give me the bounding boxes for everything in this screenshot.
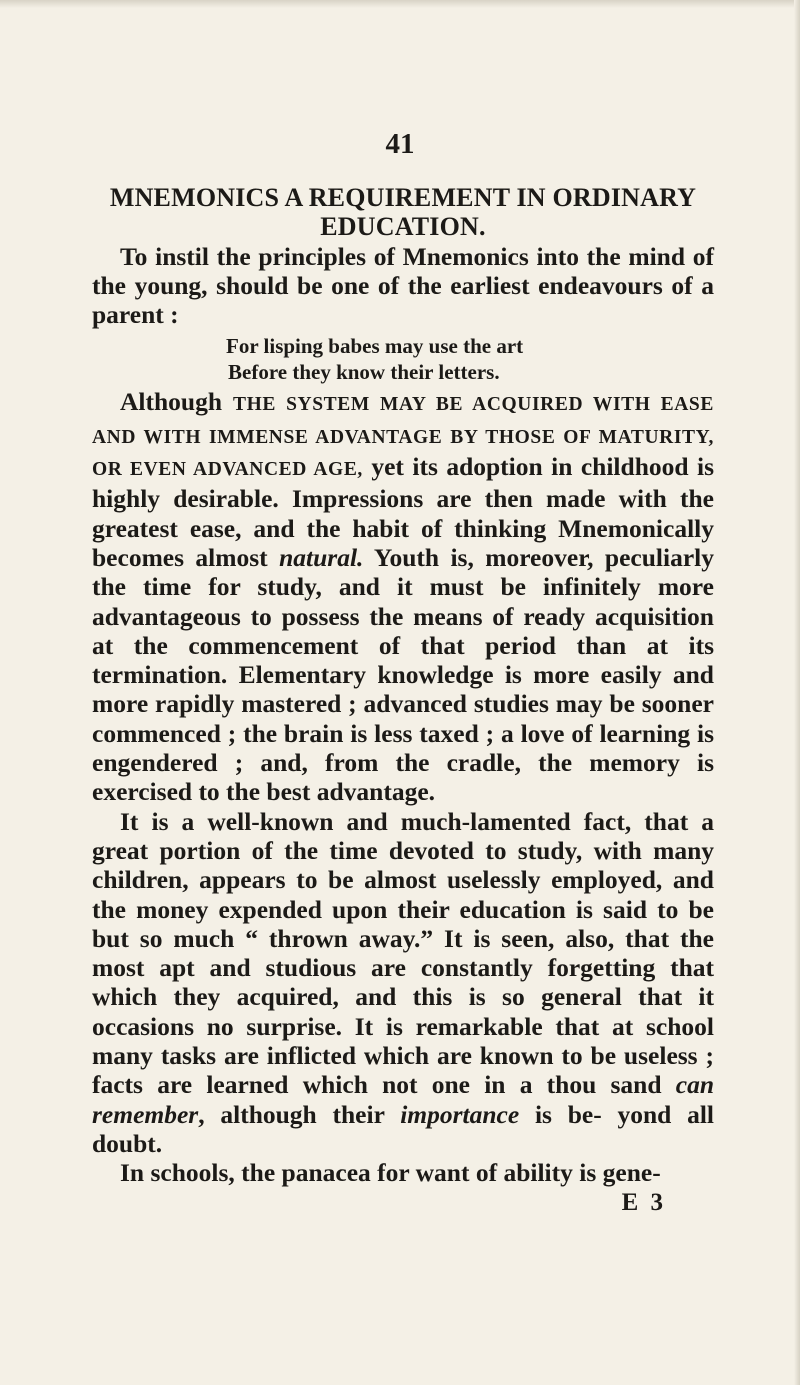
intro-paragraph: To instil the principles of Mnemonics into the mind of the young, should be one of the earliest endeavours of a parent : xyxy=(92,241,714,330)
page-text xyxy=(92,183,714,1217)
page-number: 41 xyxy=(385,128,415,160)
italic-can-remember: can remember xyxy=(92,1070,714,1129)
heading-line-1: MNEMONICS A REQUIREMENT IN ORDINARY xyxy=(109,183,697,212)
paragraph-lead: Although xyxy=(120,387,234,417)
paragraph-text: yet its adoption in childhood is highly desirable. Impressions are then made with the greatest ease, and the habit of thinking Mnemonically becomes almost xyxy=(92,452,715,572)
chapter-heading xyxy=(92,183,714,242)
page-top-shadow xyxy=(0,0,800,8)
italic-importance: importance xyxy=(400,1099,520,1129)
paragraph-study-waste xyxy=(92,807,714,1159)
verse-quote xyxy=(92,333,714,385)
paragraph-text-continued: Youth is, moreover, peculiarly the time for study, and it must be infinitely more advantageous to possess the means of ready acquisition at the commencement of that period than at its termination. Elementary knowledge is more easily and more rapidly mastered ; advanced studies may be sooner commenced ; the brain is less taxed ; a love of learning is engendered ; and, from the cradle, the memory is exercised to the best advantage. xyxy=(92,542,715,807)
paragraph-text: It is a well-known and much-lamented fact, that a great portion of the time devoted to study, with many children, appears to be almost uselessly employed, and the money expended upon their education is said to be but so much “ thrown away.” It is seen, also, that the most apt and studious are constantly forgetting that which they acquired, and this is so general that it occasions no surprise. It is remarkable that at school many tasks are inflicted which are known to be useless ; facts are learned which not one in a thou sand xyxy=(92,806,714,1100)
small-caps-phrase: THE SYSTEM MAY BE ACQUIRED WITH EASE AND WITH IMMENSE ADVANTAGE BY THOSE OF MATURITY, OR EVEN ADVANCED AGE, xyxy=(92,394,714,481)
paragraph-schools: In schools, the panacea for want of ability is gene- xyxy=(120,1158,661,1188)
paragraph-text-end: is be- yond all doubt. xyxy=(92,1099,714,1158)
page-right-shadow xyxy=(794,0,800,1385)
verse-line-2: Before they know their letters. xyxy=(228,360,500,385)
paragraph-childhood xyxy=(92,387,714,806)
italic-natural: natural. xyxy=(279,542,364,572)
heading-line-2: EDUCATION. xyxy=(320,212,486,242)
verse-line-1: For lisping babes may use the art xyxy=(226,334,524,359)
paragraph-text-middle: , although their xyxy=(198,1099,401,1129)
signature-mark: E 3 xyxy=(621,1188,666,1216)
